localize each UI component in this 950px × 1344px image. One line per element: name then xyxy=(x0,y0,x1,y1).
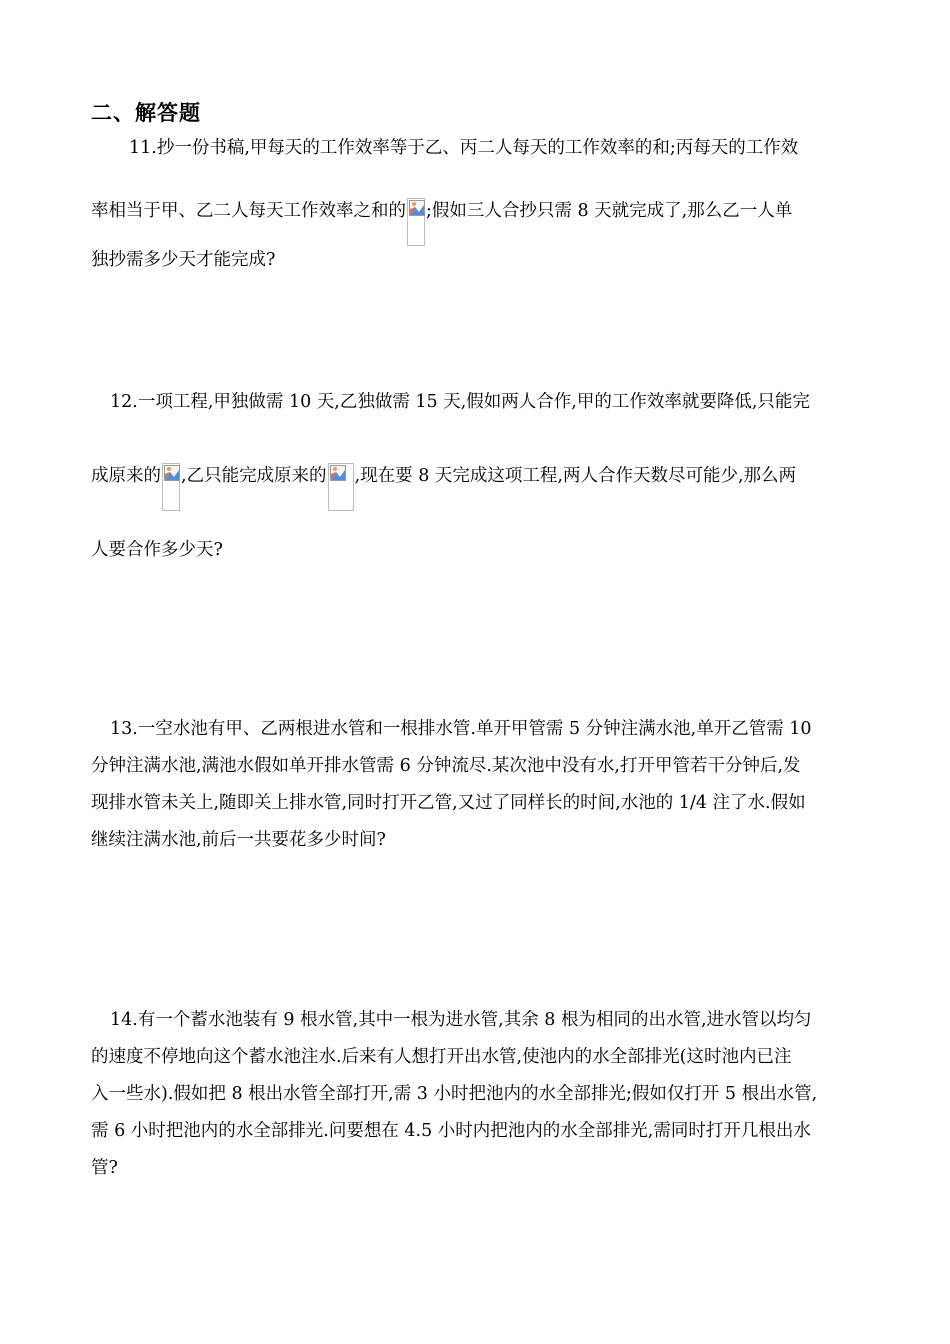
q13-line-3: 现排水管未关上,随即关上排水管,同时打开乙管,又过了同样长的时间,水池的 1/4 注了水.假如 xyxy=(91,793,806,813)
q14-line-1: 14.有一个蓄水池装有 9 根水管,其中一根为进水管,其余 8 根为相同的出水管,进水管以均匀 xyxy=(110,1010,812,1030)
q14-line-5: 管? xyxy=(91,1158,118,1178)
q12-line-1: 12.一项工程,甲独做需 10 天,乙独做需 15 天,假如两人合作,甲的工作效率就要降低,只能完 xyxy=(110,392,810,412)
q11-line-3: 独抄需多少天才能完成? xyxy=(91,250,276,270)
q14-line-2: 的速度不停地向这个蓄水池注水.后来有人想打开出水管,使池内的水全部排光(这时池内已注 xyxy=(91,1047,792,1067)
q11-line-2-text-a: 率相当于甲、乙二人每天工作效率之和的 xyxy=(91,201,406,221)
q14-line-4: 需 6 小时把池内的水全部排光.问要想在 4.5 小时内把池内的水全部排光,需同时打开几根出水 xyxy=(91,1121,811,1141)
q12-line-2-text-c: ,现在要 8 天完成这项工程,两人合作天数尽可能少,那么两 xyxy=(354,466,797,486)
section-heading: 二、解答题 xyxy=(91,100,201,125)
q11-line-1: 11.抄一份书稿,甲每天的工作效率等于乙、丙二人每天的工作效率的和;丙每天的工作效 xyxy=(129,138,799,158)
broken-image-icon xyxy=(328,463,354,511)
q13-line-1: 13.一空水池有甲、乙两根进水管和一根排水管.单开甲管需 5 分钟注满水池,单开乙管需 10 xyxy=(110,719,812,739)
q12-line-2-text-a: 成原来的 xyxy=(91,466,161,486)
broken-image-icon xyxy=(162,463,180,511)
q12-line-2-text-b: ,乙只能完成原来的 xyxy=(181,466,327,486)
q12-line-3: 人要合作多少天? xyxy=(91,540,223,560)
q14-line-3: 入一些水).假如把 8 根出水管全部打开,需 3 小时把池内的水全部排光;假如仅打开 5 根出水管, xyxy=(91,1084,818,1104)
q13-line-4: 继续注满水池,前后一共要花多少时间? xyxy=(91,830,386,850)
q12-line-2 xyxy=(91,463,861,511)
q13-line-2: 分钟注满水池,满池水假如单开排水管需 6 分钟流尽.某次池中没有水,打开甲管若干分钟后,发 xyxy=(91,756,801,776)
q11-line-2-text-b: ;假如三人合抄只需 8 天就完成了,那么乙一人单 xyxy=(426,201,793,221)
q11-line-2 xyxy=(91,198,861,246)
broken-image-icon xyxy=(407,198,425,246)
